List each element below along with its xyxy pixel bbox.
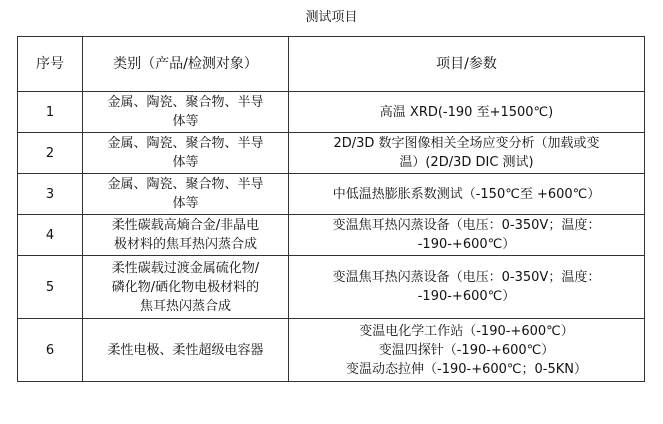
row-category <box>83 174 289 215</box>
item-line: 变温焦耳热闪蒸设备（电压：0-350V；温度： <box>332 218 601 233</box>
category-line: 柔性碳载高熵合金/非晶电 <box>111 218 260 233</box>
page-title: 测试项目 <box>305 10 358 25</box>
row-item <box>289 174 645 215</box>
row-number: 2 <box>18 133 83 174</box>
row-number: 5 <box>18 256 83 319</box>
row-item <box>289 92 645 133</box>
item-line: 中低温热膨胀系数测试（-150℃至 +600℃） <box>332 186 601 202</box>
category-line: 金属、陶瓷、聚合物、半导 <box>107 95 264 110</box>
item-line: 温）(2D/3D DIC 测试) <box>399 155 534 170</box>
category-line: 焦耳热闪蒸合成 <box>139 298 231 314</box>
category-line: 体等 <box>172 196 199 211</box>
item-line: 变温电化学工作站（-190-+600℃） <box>359 323 574 339</box>
row-item <box>289 215 645 256</box>
category-line: 柔性电极、柔性超级电容器 <box>107 342 264 358</box>
table-row <box>18 92 645 133</box>
table-row <box>18 256 645 319</box>
category-line: 柔性碳载过渡金属硫化物/ <box>111 260 260 276</box>
row-category <box>83 92 289 133</box>
header-category: 类别（产品/检测对象） <box>83 37 289 92</box>
item-line: -190-+600℃） <box>417 289 516 304</box>
category-line: 体等 <box>172 114 199 129</box>
item-line: 变温动态拉伸（-190-+600℃；0-5KN） <box>346 361 587 377</box>
item-line: 变温四探针（-190-+600℃） <box>378 342 555 358</box>
test-items-table <box>17 36 645 382</box>
row-number: 3 <box>18 174 83 215</box>
row-item <box>289 256 645 319</box>
category-line: 极材料的焦耳热闪蒸合成 <box>113 237 257 252</box>
table-row <box>18 319 645 382</box>
header-number: 序号 <box>18 37 83 92</box>
table-row <box>18 174 645 215</box>
row-number: 6 <box>18 319 83 382</box>
category-line: 金属、陶瓷、聚合物、半导 <box>107 177 264 192</box>
row-item <box>289 133 645 174</box>
table-row <box>18 133 645 174</box>
item-line: -190-+600℃） <box>417 237 516 252</box>
item-line: 高温 XRD(-190 至+1500℃) <box>379 104 554 120</box>
row-category <box>83 215 289 256</box>
item-line: 2D/3D 数字图像相关全场应变分析（加载或变 <box>333 136 600 151</box>
category-line: 金属、陶瓷、聚合物、半导 <box>107 136 264 151</box>
item-line: 变温焦耳热闪蒸设备（电压：0-350V；温度： <box>332 270 601 285</box>
row-category <box>83 133 289 174</box>
row-number: 1 <box>18 92 83 133</box>
table-row <box>18 215 645 256</box>
header-item: 项目/参数 <box>289 37 645 92</box>
category-line: 体等 <box>172 155 199 170</box>
category-line: 磷化物/硒化物电极材料的 <box>111 279 260 295</box>
row-category <box>83 319 289 382</box>
row-category <box>83 256 289 319</box>
row-number: 4 <box>18 215 83 256</box>
row-item <box>289 319 645 382</box>
table-header-row <box>18 37 645 92</box>
